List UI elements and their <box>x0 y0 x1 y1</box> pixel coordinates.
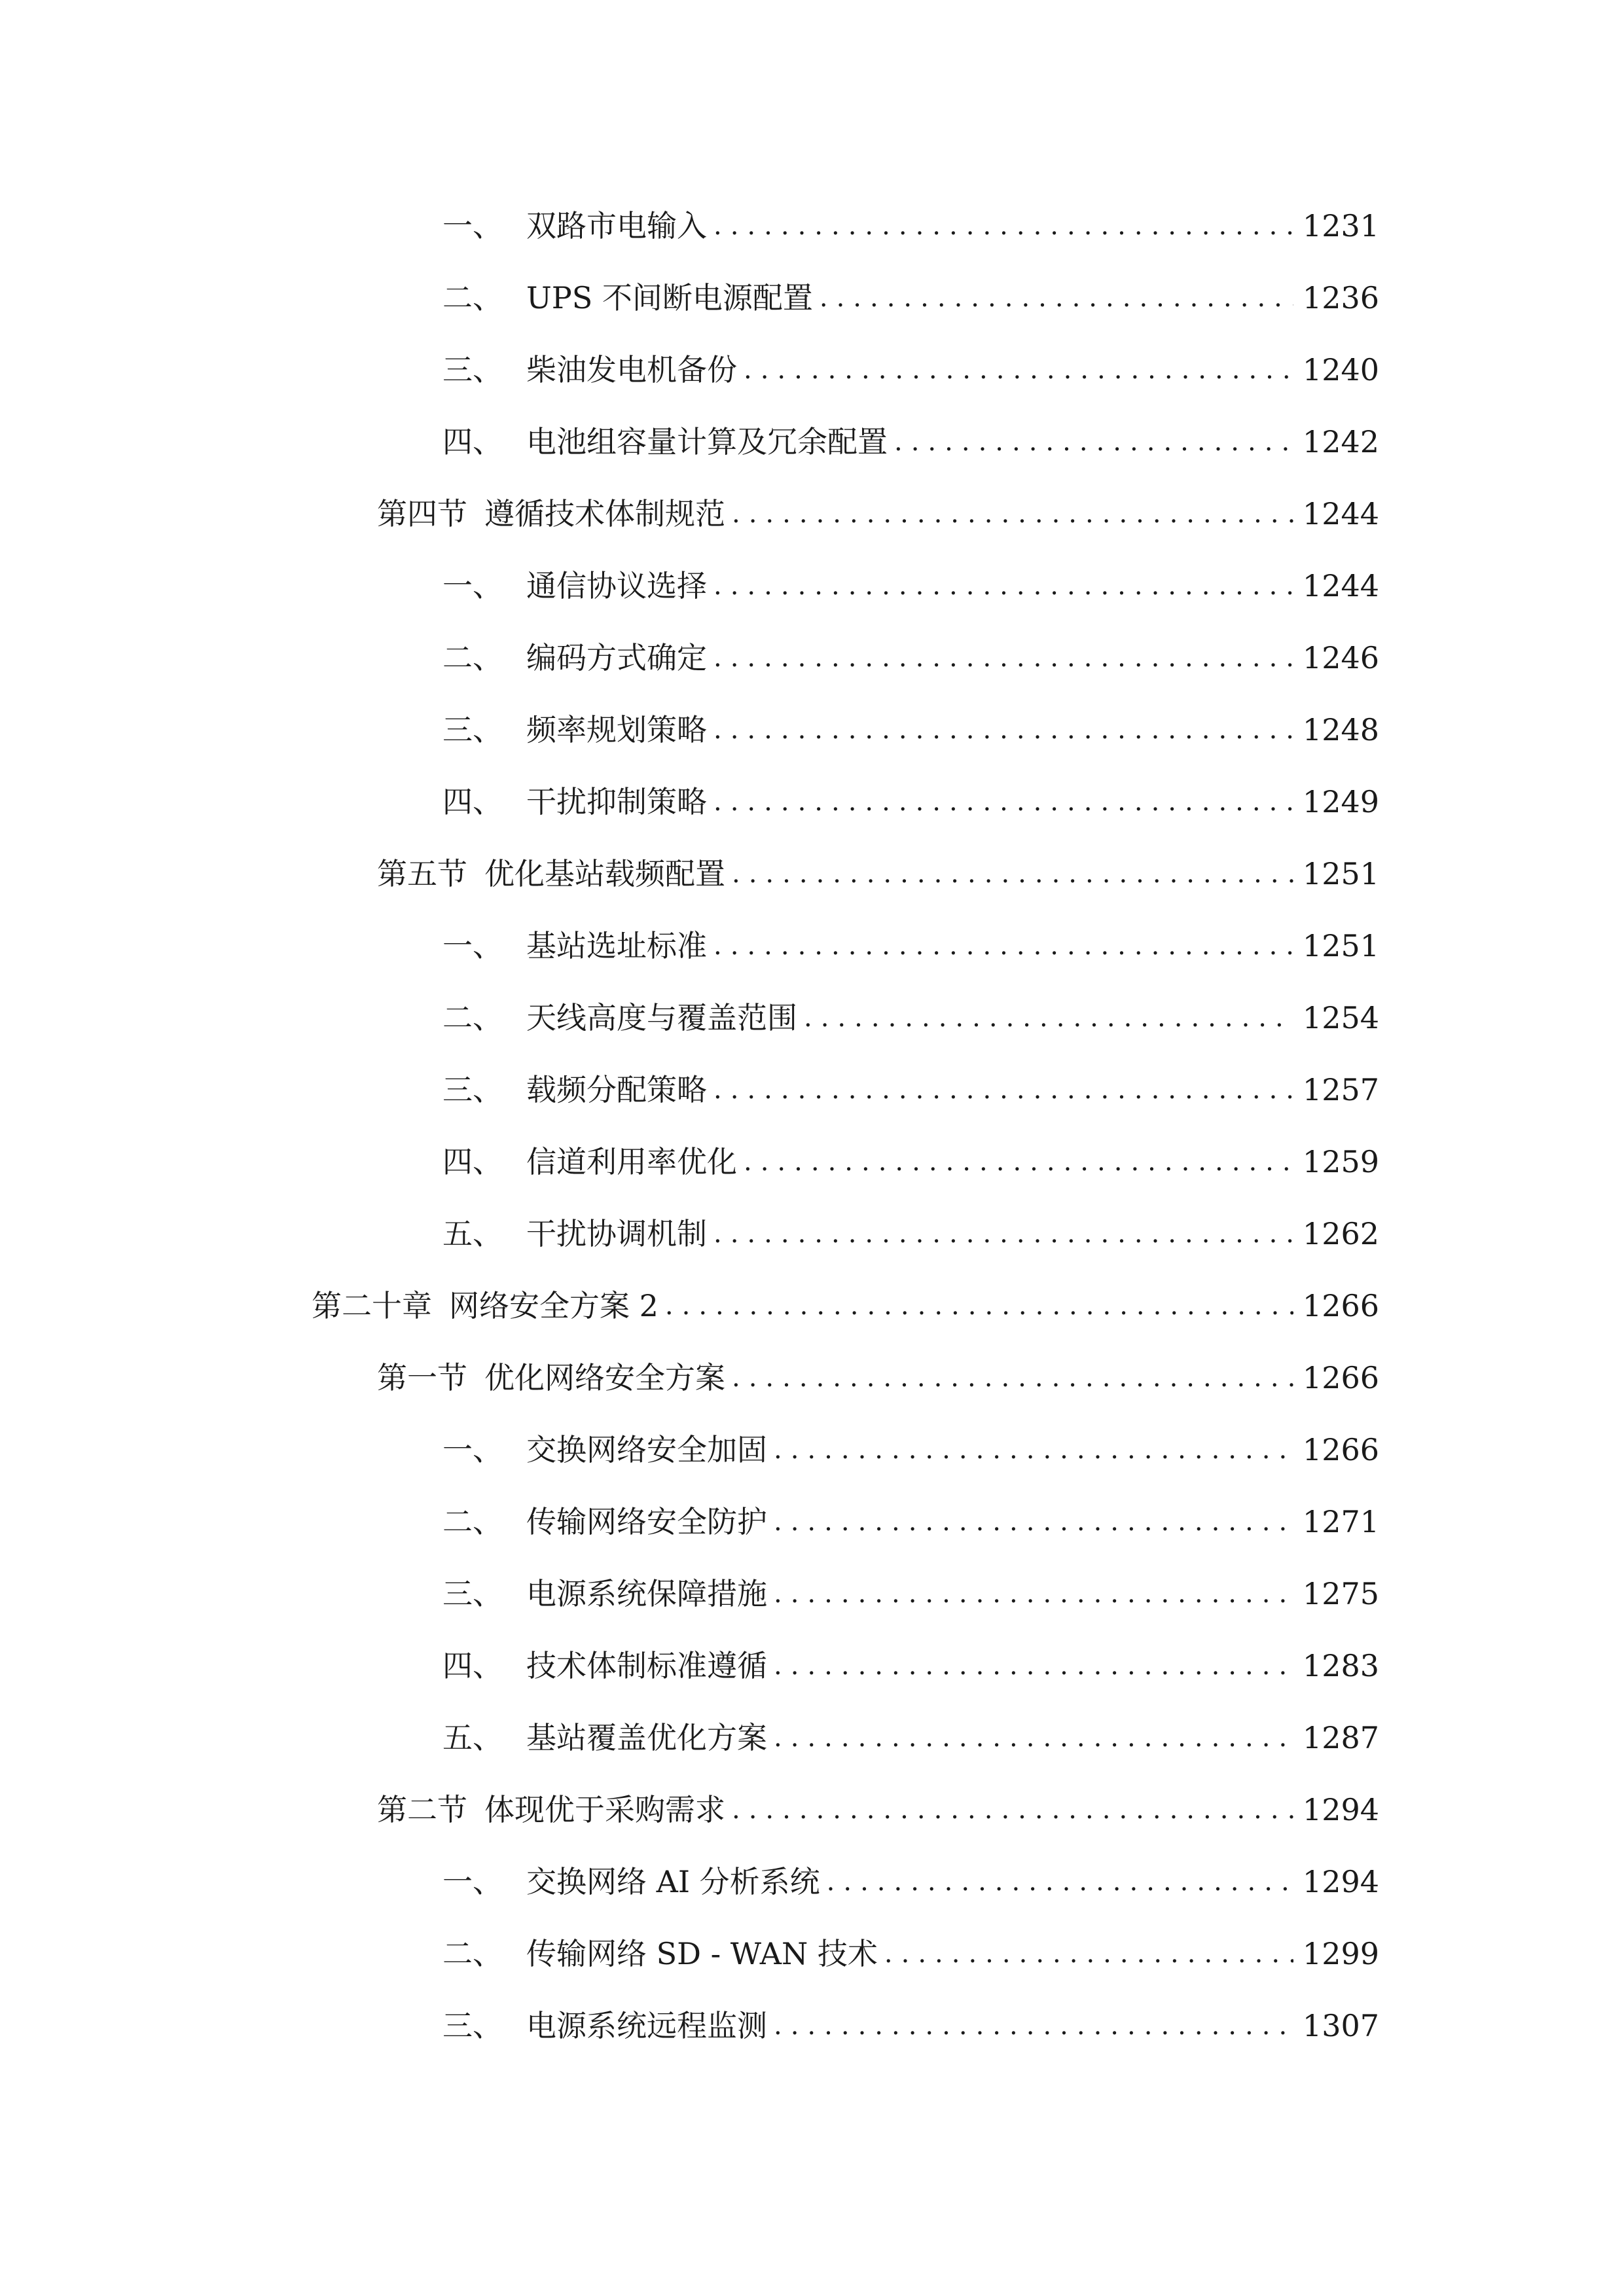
dot-leader <box>774 1581 1293 1607</box>
dot-leader <box>713 213 1293 239</box>
toc-entry-number: 三、 <box>442 352 503 387</box>
toc-entry[interactable] <box>0 262 1624 334</box>
dot-leader <box>713 717 1293 743</box>
dot-leader <box>774 1725 1293 1751</box>
dot-leader <box>713 1221 1293 1247</box>
toc-entry-page: 1244 <box>1302 496 1379 531</box>
toc-entry-title: 网络安全方案 2 <box>449 1288 659 1323</box>
toc-entry-title: 信道利用率优化 <box>526 1144 737 1179</box>
toc-entry-title: UPS 不间断电源配置 <box>526 280 813 315</box>
toc-entry-page: 1249 <box>1302 784 1379 819</box>
toc-entry[interactable] <box>0 622 1624 694</box>
toc-entry-title: 交换网络 AI 分析系统 <box>526 1864 820 1899</box>
toc-entry-page: 1262 <box>1302 1216 1379 1251</box>
toc-entry[interactable] <box>0 1414 1624 1486</box>
toc-entry-number: 三、 <box>442 712 503 747</box>
toc-entry-page: 1259 <box>1302 1144 1379 1179</box>
dot-leader <box>820 285 1293 311</box>
dot-leader <box>713 1077 1293 1103</box>
toc-entry-title: 优化网络安全方案 <box>484 1360 725 1395</box>
toc-entry-number: 二、 <box>442 1936 503 1971</box>
toc-entry-page: 1248 <box>1302 712 1379 747</box>
toc-entry-page: 1275 <box>1302 1576 1379 1611</box>
toc-entry-page: 1231 <box>1302 208 1379 243</box>
toc-entry-page: 1244 <box>1302 568 1379 603</box>
toc-entry[interactable] <box>0 1918 1624 1990</box>
dot-leader <box>732 861 1293 887</box>
toc-entry-number: 四、 <box>442 424 503 459</box>
toc-entry-number: 四、 <box>442 1144 503 1179</box>
dot-leader <box>827 1869 1293 1895</box>
toc-entry-number: 第五节 <box>377 856 467 891</box>
toc-entry[interactable] <box>0 1990 1624 2062</box>
table-of-contents <box>0 190 1624 2062</box>
toc-entry[interactable] <box>0 550 1624 622</box>
toc-entry-number: 一、 <box>442 208 503 243</box>
toc-entry-title: 通信协议选择 <box>526 568 707 603</box>
toc-entry[interactable] <box>0 190 1624 262</box>
toc-entry-page: 1257 <box>1302 1072 1379 1107</box>
toc-entry-title: 编码方式确定 <box>526 640 707 675</box>
toc-entry[interactable] <box>0 1486 1624 1558</box>
dot-leader <box>732 1365 1293 1391</box>
toc-entry-title: 体现优于采购需求 <box>484 1792 725 1827</box>
toc-entry-number: 三、 <box>442 1072 503 1107</box>
toc-entry[interactable] <box>0 910 1624 982</box>
toc-section-entry[interactable] <box>0 478 1624 550</box>
toc-entry-title: 优化基站载频配置 <box>484 856 725 891</box>
toc-entry-title: 基站覆盖优化方案 <box>526 1720 767 1755</box>
toc-entry-title: 频率规划策略 <box>526 712 707 747</box>
toc-entry[interactable] <box>0 1630 1624 1702</box>
toc-entry-number: 五、 <box>442 1720 503 1755</box>
toc-chapter-entry[interactable] <box>0 1270 1624 1342</box>
toc-entry-number: 一、 <box>442 1432 503 1467</box>
toc-entry-page: 1251 <box>1302 928 1379 963</box>
toc-entry-number: 二、 <box>442 1000 503 1035</box>
toc-entry-number: 第一节 <box>377 1360 467 1395</box>
dot-leader <box>713 645 1293 671</box>
dot-leader <box>884 1941 1293 1967</box>
toc-entry-title: 电源系统保障措施 <box>526 1576 767 1611</box>
toc-entry-number: 三、 <box>442 2008 503 2043</box>
toc-entry-title: 柴油发电机备份 <box>526 352 737 387</box>
toc-entry[interactable] <box>0 1846 1624 1918</box>
toc-entry-title: 技术体制标准遵循 <box>526 1648 767 1683</box>
dot-leader <box>665 1293 1293 1319</box>
toc-entry-title: 天线高度与覆盖范围 <box>526 1000 797 1035</box>
toc-entry-page: 1287 <box>1302 1720 1379 1755</box>
toc-entry-page: 1266 <box>1302 1288 1379 1323</box>
toc-entry-page: 1307 <box>1302 2008 1379 2043</box>
toc-entry-page: 1254 <box>1302 1000 1379 1035</box>
toc-entry-page: 1299 <box>1302 1936 1379 1971</box>
toc-entry-page: 1283 <box>1302 1648 1379 1683</box>
toc-entry-title: 电源系统远程监测 <box>526 2008 767 2043</box>
toc-section-entry[interactable] <box>0 1342 1624 1414</box>
toc-section-entry[interactable] <box>0 1774 1624 1846</box>
dot-leader <box>894 429 1293 455</box>
dot-leader <box>713 933 1293 959</box>
toc-entry-title: 载频分配策略 <box>526 1072 707 1107</box>
dot-leader <box>804 1005 1293 1031</box>
toc-entry[interactable] <box>0 694 1624 766</box>
toc-entry-number: 第二十章 <box>312 1288 432 1323</box>
toc-entry-page: 1271 <box>1302 1504 1379 1539</box>
toc-entry-number: 一、 <box>442 1864 503 1899</box>
dot-leader <box>713 573 1293 599</box>
toc-entry-page: 1242 <box>1302 424 1379 459</box>
dot-leader <box>732 501 1293 527</box>
toc-entry-page: 1294 <box>1302 1792 1379 1827</box>
dot-leader <box>774 2013 1293 2039</box>
toc-entry-number: 四、 <box>442 784 503 819</box>
toc-entry-title: 干扰协调机制 <box>526 1216 707 1251</box>
toc-entry-number: 第二节 <box>377 1792 467 1827</box>
dot-leader <box>774 1653 1293 1679</box>
toc-entry-number: 第四节 <box>377 496 467 531</box>
toc-entry-number: 四、 <box>442 1648 503 1683</box>
toc-entry-title: 交换网络安全加固 <box>526 1432 767 1467</box>
toc-entry-number: 二、 <box>442 280 503 315</box>
toc-entry-title: 干扰抑制策略 <box>526 784 707 819</box>
toc-entry[interactable] <box>0 1054 1624 1126</box>
toc-entry[interactable] <box>0 406 1624 478</box>
toc-entry-number: 二、 <box>442 640 503 675</box>
toc-entry[interactable] <box>0 1558 1624 1630</box>
toc-entry-page: 1240 <box>1302 352 1379 387</box>
dot-leader <box>744 1149 1293 1175</box>
toc-entry[interactable] <box>0 982 1624 1054</box>
toc-entry-page: 1246 <box>1302 640 1379 675</box>
dot-leader <box>774 1437 1293 1463</box>
toc-entry-number: 一、 <box>442 928 503 963</box>
dot-leader <box>713 789 1293 815</box>
toc-entry-page: 1236 <box>1302 280 1379 315</box>
toc-entry-number: 三、 <box>442 1576 503 1611</box>
toc-entry-number: 一、 <box>442 568 503 603</box>
toc-entry-page: 1266 <box>1302 1360 1379 1395</box>
toc-entry-title: 电池组容量计算及冗余配置 <box>526 424 888 459</box>
dot-leader <box>774 1509 1293 1535</box>
toc-section-entry[interactable] <box>0 838 1624 910</box>
toc-entry-title: 双路市电输入 <box>526 208 707 243</box>
toc-entry-page: 1294 <box>1302 1864 1379 1899</box>
toc-entry-number: 五、 <box>442 1216 503 1251</box>
toc-entry[interactable] <box>0 1198 1624 1270</box>
dot-leader <box>744 357 1293 383</box>
toc-entry[interactable] <box>0 334 1624 406</box>
toc-entry-title: 传输网络 SD - WAN 技术 <box>526 1936 878 1971</box>
toc-entry-title: 基站选址标准 <box>526 928 707 963</box>
toc-entry-title: 遵循技术体制规范 <box>484 496 725 531</box>
toc-entry[interactable] <box>0 1702 1624 1774</box>
toc-entry[interactable] <box>0 1126 1624 1198</box>
toc-entry[interactable] <box>0 766 1624 838</box>
toc-entry-title: 传输网络安全防护 <box>526 1504 767 1539</box>
toc-entry-number: 二、 <box>442 1504 503 1539</box>
toc-entry-page: 1266 <box>1302 1432 1379 1467</box>
dot-leader <box>732 1797 1293 1823</box>
toc-entry-page: 1251 <box>1302 856 1379 891</box>
